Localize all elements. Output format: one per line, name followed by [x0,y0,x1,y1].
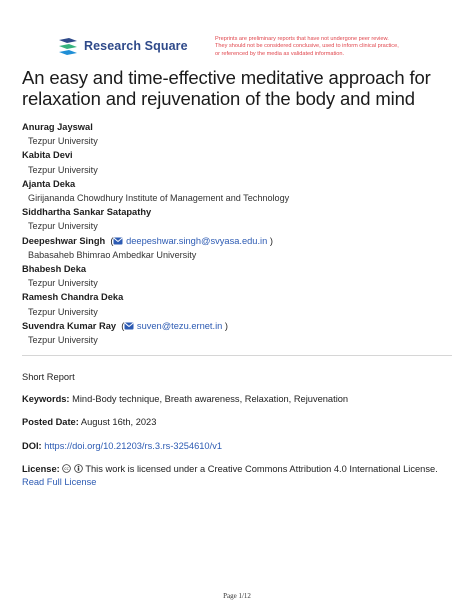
author-entry [22,148,462,176]
page-number: Page 1/12 [223,592,251,600]
author-name[interactable]: Anurag Jayswal [22,122,93,132]
disclaimer-line: or referenced by the media as validated information. [215,50,345,57]
divider [22,355,452,356]
author-name-with-email [22,319,462,333]
author-affiliation: Tezpur University [28,221,98,232]
article-type: Short Report [22,372,75,382]
title-line: relaxation and rejuvenation of the body and mind [22,88,415,109]
author-entry [22,177,462,205]
author-affiliation: Babasaheb Bhimrao Ambedkar University [28,249,197,260]
author-affiliation: Girijananda Chowdhury Institute of Management and Technology [28,193,290,204]
svg-text:cc: cc [64,466,70,472]
license-row [22,463,462,489]
author-name[interactable]: Ajanta Deka [22,178,76,189]
author-entry [22,319,462,347]
author-email-link[interactable]: deepeshwar.singh@svyasa.edu.in [126,235,268,246]
doi-row [22,440,462,453]
author-entry [22,120,462,148]
license-text: This work is licensed under a Creative Commons Attribution 4.0 International License. [85,464,438,474]
author-entry [22,290,462,318]
keywords-row [22,393,462,406]
author-affiliation: Tezpur University [28,306,98,317]
keywords-label: Keywords: [22,394,70,404]
research-square-logo-icon [57,37,79,55]
header [0,0,474,64]
disclaimer-line: Preprints are preliminary reports that have not undergone peer review. [215,36,389,42]
author-name[interactable]: Ramesh Chandra Deka [22,292,124,303]
creative-commons-icon [62,464,71,473]
author-entry [22,262,462,290]
author-name[interactable]: Suvendra Kumar Ray [22,320,117,331]
research-square-logo[interactable] [57,37,188,55]
author-list [22,120,462,347]
mail-icon [124,322,134,330]
mail-icon [113,237,123,245]
author-affiliation: Tezpur University [28,164,98,175]
keywords-value: Mind-Body technique, Breath awareness, Relaxation, Rejuvenation [72,394,349,404]
author-affiliation: Tezpur University [28,136,98,147]
author-affiliation: Tezpur University [28,335,98,346]
author-name[interactable]: Bhabesh Deka [22,264,87,275]
doi-link[interactable]: https://doi.org/10.21203/rs.3.rs-3254610/v1 [44,441,223,451]
author-name[interactable]: Deepeshwar Singh [22,235,106,246]
email-wrap: ( deepeshwar.singh@svyasa.edu.in ) [107,235,273,246]
author-email-link[interactable]: suven@tezu.ernet.in [136,320,223,331]
author-name[interactable]: Kabita Devi [22,150,73,161]
license-label: License: [22,464,60,474]
posted-date-row [22,416,462,429]
author-name[interactable]: Siddhartha Sankar Satapathy [22,207,152,218]
attribution-icon [74,464,83,473]
doi-label: DOI: [22,441,42,451]
email-wrap: ( suven@tezu.ernet.in ) [118,320,229,331]
author-entry [22,234,462,262]
author-affiliation: Tezpur University [28,278,98,289]
paper-title [22,67,462,109]
posted-date-value: August 16th, 2023 [80,417,157,427]
posted-date-label: Posted Date: [22,417,79,427]
author-name-with-email [22,234,462,248]
disclaimer-line: They should not be considered conclusive, used to inform clinical practice, [215,43,399,50]
author-entry [22,205,462,233]
logo-text: Research Square [84,39,188,53]
read-full-license-link[interactable]: Read Full License [22,477,97,487]
preprint-disclaimer [215,36,455,58]
title-line: An easy and time-effective meditative approach for [22,67,431,88]
